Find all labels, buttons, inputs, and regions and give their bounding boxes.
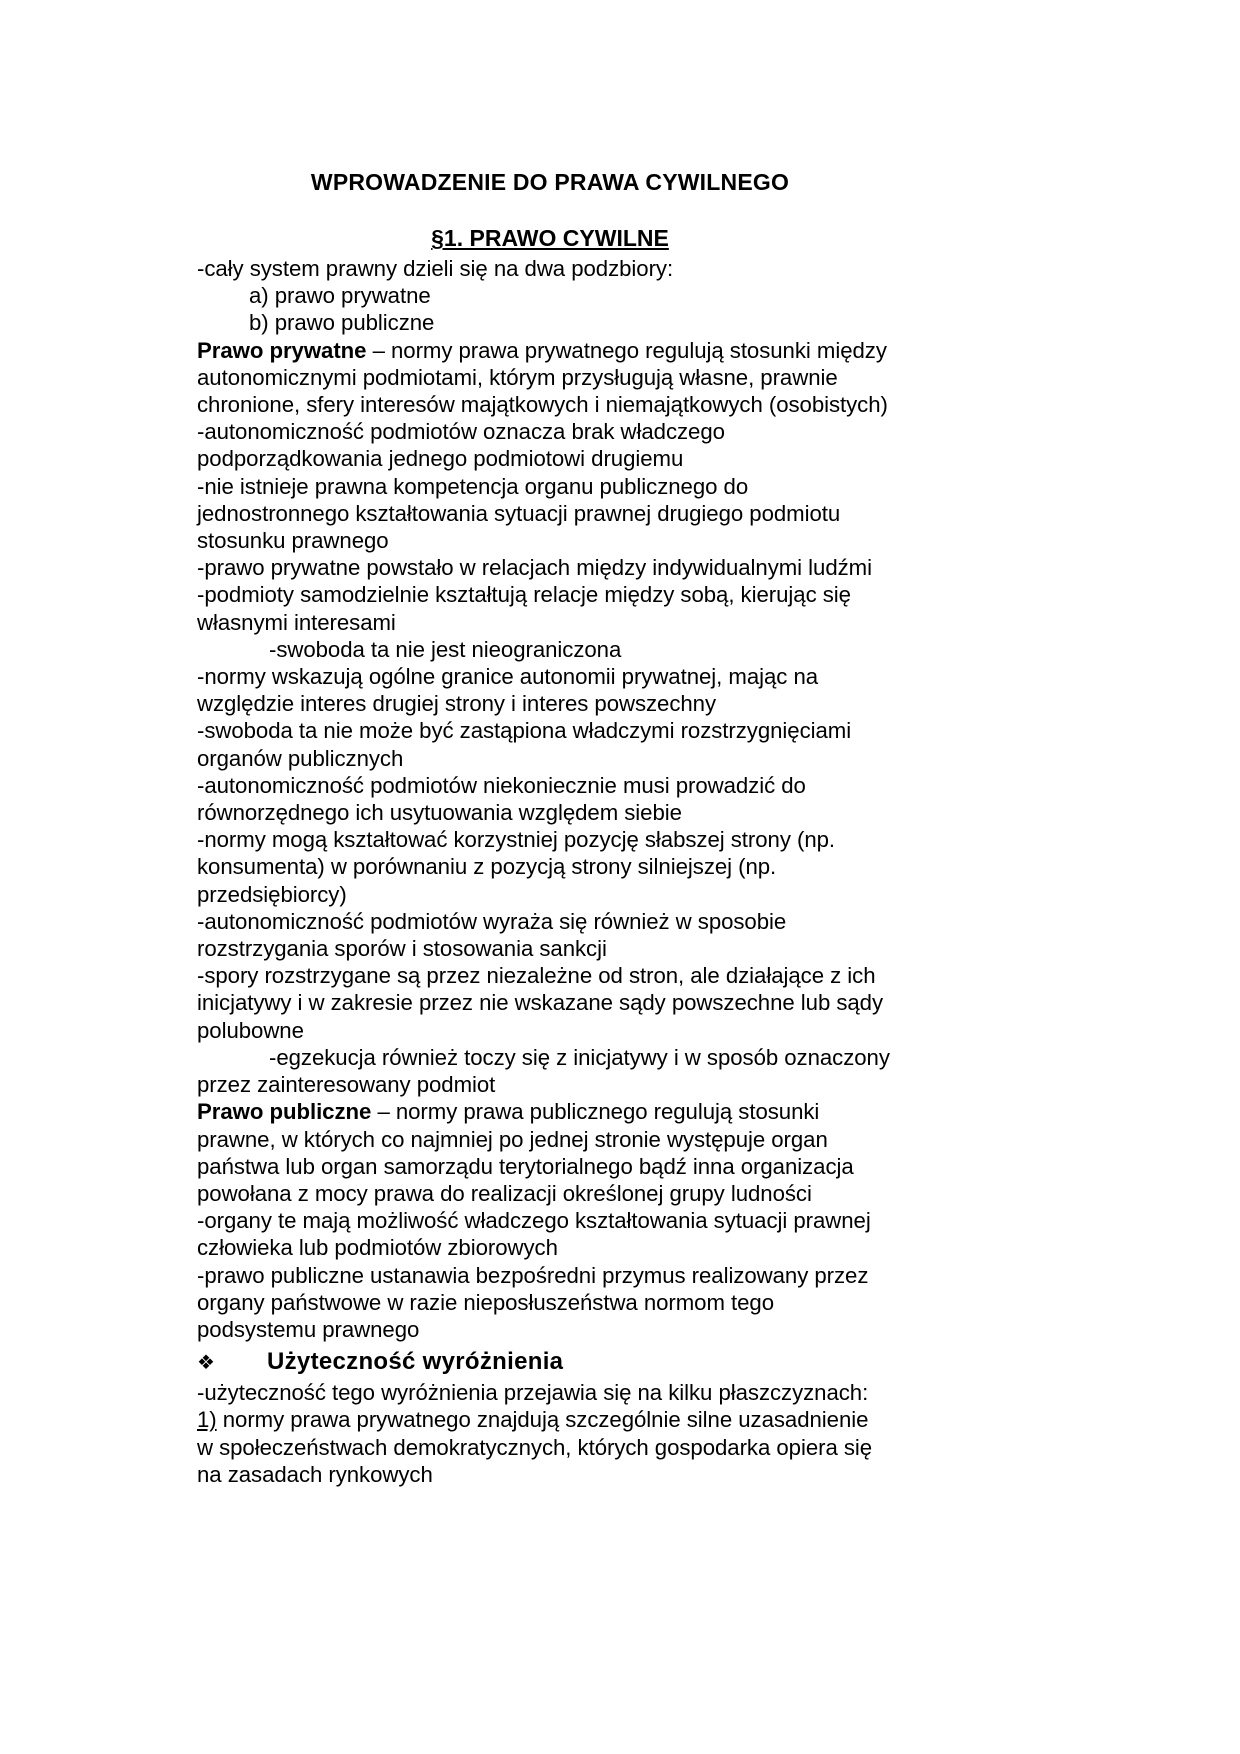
text-line: jednostronnego kształtowania sytuacji prawnej drugiego podmiotu	[197, 500, 841, 526]
text-line: -autonomiczność podmiotów wyraża się również w sposobie	[197, 908, 787, 934]
text-line: prawne, w których co najmniej po jednej stronie występuje organ	[197, 1126, 828, 1152]
text-line: przez zainteresowany podmiot	[197, 1072, 496, 1098]
text-line: -normy mogą kształtować korzystniej pozycję słabszej strony (np.	[197, 827, 836, 853]
text-line: równorzędnego ich usytuowania względem siebie	[197, 800, 682, 826]
text-line: powołana z mocy prawa do realizacji określonej grupy ludności	[197, 1180, 812, 1206]
text-line: -autonomiczność podmiotów oznacza brak władczego	[197, 419, 725, 445]
text-line: na zasadach rynkowych	[197, 1461, 433, 1487]
subsection-heading	[197, 1347, 903, 1377]
text-line: -nie istnieje prawna kompetencja organu publicznego do	[197, 473, 749, 499]
list-item: a) prawo prywatne	[249, 283, 431, 309]
text-line: autonomicznymi podmiotami, którym przysługują własne, prawnie	[197, 364, 838, 390]
section-heading-text: §1. PRAWO CYWILNE	[431, 225, 669, 251]
text-line: w społeczeństwach demokratycznych, których gospodarka opiera się	[197, 1434, 873, 1460]
text-line: podporządkowania jednego podmiotowi drugiemu	[197, 446, 684, 472]
text-line: -autonomiczność podmiotów niekoniecznie musi prowadzić do	[197, 772, 806, 798]
text-line: inicjatywy i w zakresie przez nie wskazane sądy powszechne lub sądy	[197, 990, 884, 1016]
text-line: -spory rozstrzygane są przez niezależne od stron, ale działające z ich	[197, 963, 876, 989]
text-line: podsystemu prawnego	[197, 1316, 420, 1342]
text-line-rest: – normy prawa publicznego regulują stosunki	[371, 1099, 820, 1125]
text-line: -użyteczność tego wyróżnienia przejawia się na kilku płaszczyznach:	[197, 1380, 869, 1406]
text-line: -prawo prywatne powstało w relacjach między indywidualnymi ludźmi	[197, 555, 872, 581]
subsection-heading-label: Użyteczność wyróżnienia	[267, 1348, 564, 1376]
diamond-bullet-icon: ❖	[197, 1350, 215, 1375]
list-marker: 1)	[197, 1407, 217, 1433]
text-line: -swoboda ta nie może być zastąpiona władczymi rozstrzygnięciami	[197, 718, 852, 744]
text-line: -podmioty samodzielnie kształtują relacje między sobą, kierując się	[197, 582, 851, 608]
text-line: -normy wskazują ogólne granice autonomii prywatnej, mając na	[197, 664, 819, 690]
term-prawo-prywatne: Prawo prywatne	[197, 337, 367, 363]
text-line: chronione, sfery interesów majątkowych i niemajątkowych (osobistych)	[197, 392, 888, 418]
text-line: konsumenta) w porównaniu z pozycją strony silniejszej (np.	[197, 854, 777, 880]
text-line-rest: – normy prawa prywatnego regulują stosunki między	[366, 337, 887, 363]
text-line: rozstrzygania sporów i stosowania sankcji	[197, 936, 607, 962]
text-line: -cały system prawny dzieli się na dwa podzbiory:	[197, 256, 674, 281]
text-line: państwa lub organ samorządu terytorialnego bądź inna organizacja	[197, 1153, 854, 1179]
text-line	[197, 1098, 903, 1125]
text-line: organów publicznych	[197, 745, 404, 771]
page-title: WPROWADZENIE DO PRAWA CYWILNEGO	[310, 169, 790, 195]
text-line-indented: -egzekucja również toczy się z inicjatywy i w sposób oznaczony	[269, 1044, 890, 1070]
text-line: polubowne	[197, 1017, 304, 1043]
text-line: -prawo publiczne ustanawia bezpośredni przymus realizowany przez	[197, 1262, 869, 1288]
text-line-indented: -swoboda ta nie jest nieograniczona	[269, 636, 622, 662]
text-line: stosunku prawnego	[197, 528, 389, 554]
text-line: organy państwowe w razie nieposłuszeństwa normom tego	[197, 1289, 774, 1315]
text-line: własnymi interesami	[197, 609, 396, 635]
text-line: przedsiębiorcy)	[197, 881, 347, 907]
list-item: b) prawo publiczne	[249, 310, 435, 336]
section-heading	[197, 224, 903, 252]
text-line: -organy te mają możliwość władczego kształtowania sytuacji prawnej	[197, 1208, 871, 1234]
document-content	[197, 168, 903, 1488]
text-line: względzie interes drugiej strony i interes powszechny	[197, 691, 717, 717]
text-line	[197, 337, 903, 364]
text-line-rest: normy prawa prywatnego znajdują szczególnie silne uzasadnienie	[216, 1407, 869, 1433]
text-line: człowieka lub podmiotów zbiorowych	[197, 1235, 558, 1261]
term-prawo-publiczne: Prawo publiczne	[197, 1099, 372, 1125]
text-line	[197, 1406, 903, 1433]
